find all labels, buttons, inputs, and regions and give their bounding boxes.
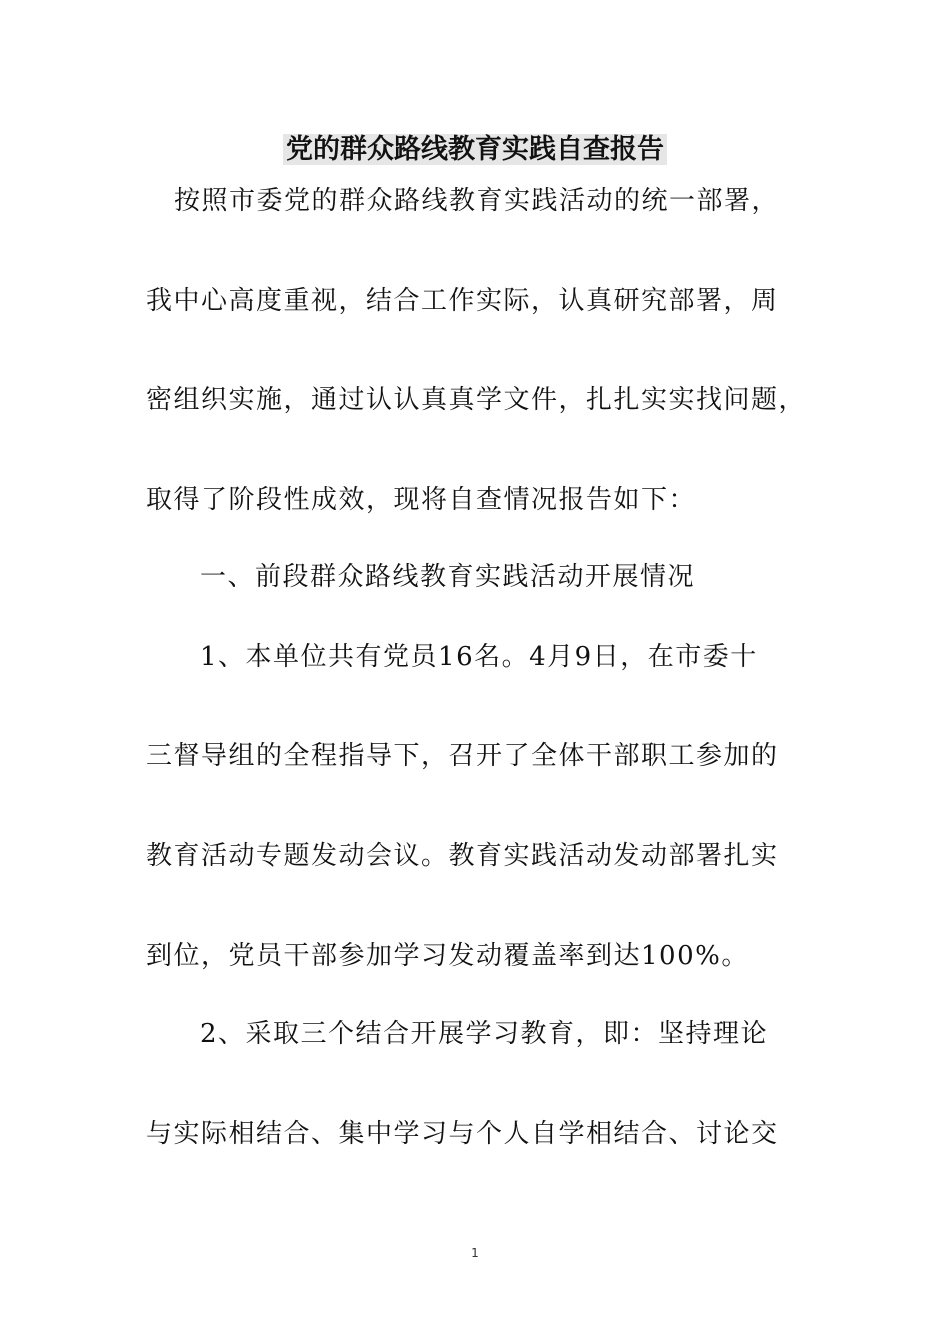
paragraph-line: 到位，党员干部参加学习发动覆盖率到达100%。: [146, 941, 749, 971]
section-heading: 一、前段群众路线教育实践活动开展情况: [200, 562, 696, 592]
document-title-text: 党的群众路线教育实践自查报告: [283, 134, 667, 165]
paragraph-line: 按照市委党的群众路线教育实践活动的统一部署，: [174, 186, 780, 216]
paragraph-line: 2、采取三个结合开展学习教育，即：坚持理论: [200, 1019, 769, 1049]
paragraph-line: 1、本单位共有党员16名。4月9日，在市委十: [200, 642, 758, 672]
paragraph-line: 与实际相结合、集中学习与个人自学相结合、讨论交: [146, 1119, 779, 1149]
paragraph-line: 取得了阶段性成效，现将自查情况报告如下：: [146, 485, 697, 515]
page-number: 1: [471, 1246, 479, 1260]
paragraph-line: 教育活动专题发动会议。教育实践活动发动部署扎实: [146, 841, 779, 871]
paragraph-line: 密组织实施，通过认认真真学文件，扎扎实实找问题，: [146, 385, 807, 415]
paragraph-line: 三督导组的全程指导下，召开了全体干部职工参加的: [146, 741, 779, 771]
paragraph-line: 我中心高度重视，结合工作实际，认真研究部署，周: [146, 286, 779, 316]
document-title: [0, 130, 950, 170]
